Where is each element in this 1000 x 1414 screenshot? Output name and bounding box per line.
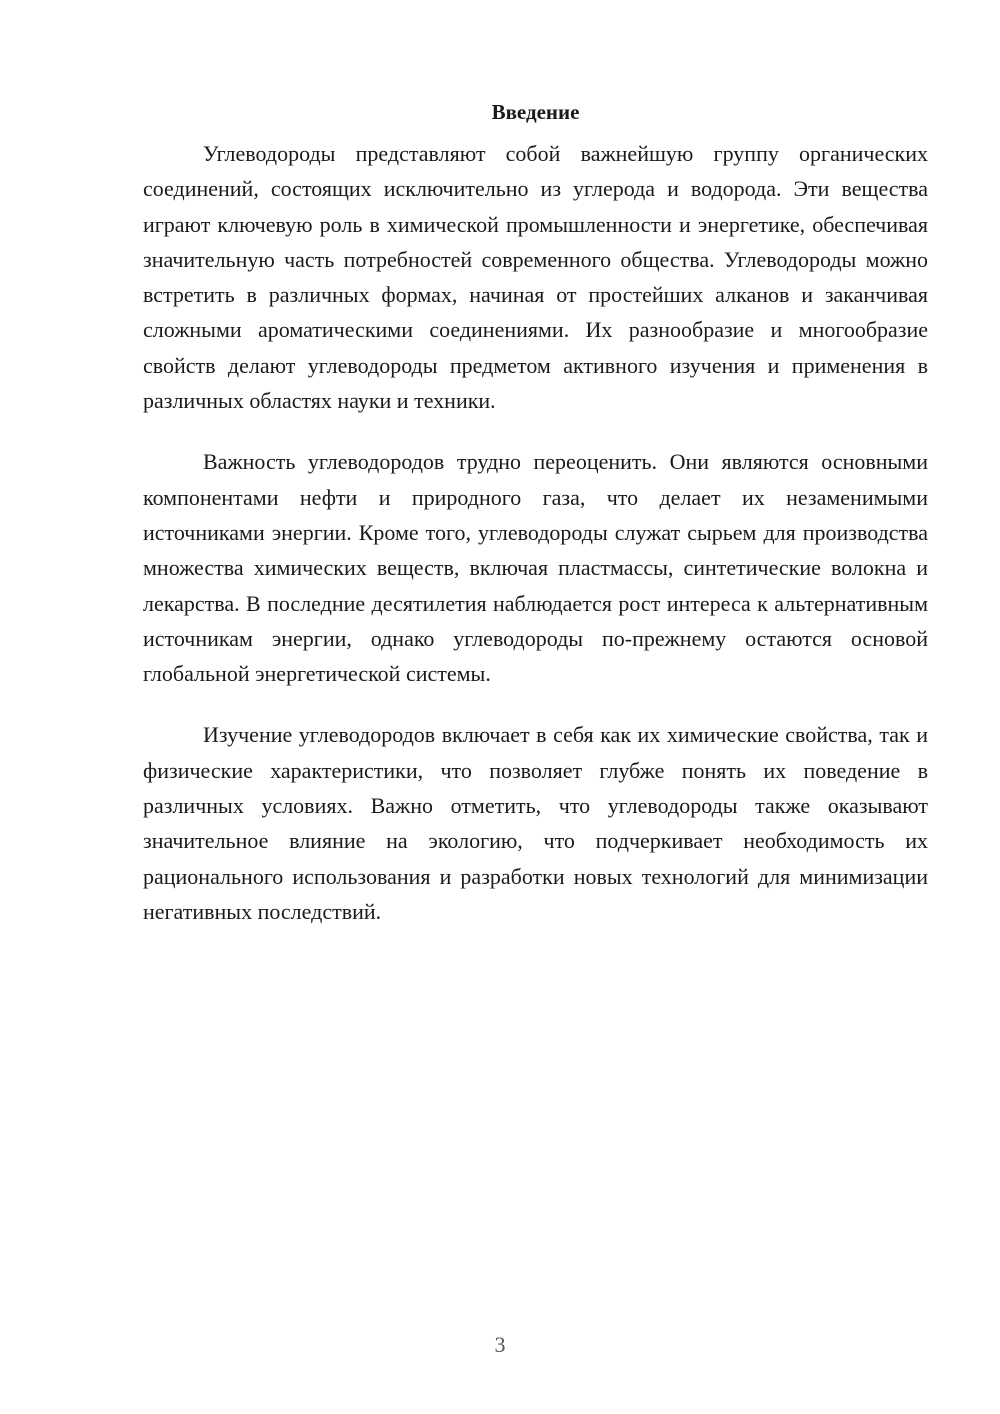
paragraph-importance: Важность углеводородов трудно переоценить. Они являются основными компонентами нефти и природного газа, что делает их незаменимыми источниками энергии. Кроме того, углеводороды служат сырьем для производства множества химических веществ, включая пластмассы, синтетические волокна и лекарства. В последние десятилетия наблюдается рост интереса к альтернативным источникам энергии, однако углеводороды по-прежнему остаются основой глобальной энергетической системы. xyxy=(143,449,928,687)
section-title: Введение xyxy=(491,100,580,124)
paragraph-study: Изучение углеводородов включает в себя как их химические свойства, так и физические характеристики, что позволяет глубже понять их поведение в различных условиях. Важно отметить, что углеводороды также оказывают значительное влияние на экологию, что подчеркивает необходимость их рационального использования и разработки новых технологий для минимизации негативных последствий. xyxy=(143,722,928,924)
page-number: 3 xyxy=(494,1332,506,1357)
page-content xyxy=(143,95,928,955)
paragraph-intro: Углеводороды представляют собой важнейшую группу органических соединений, состоящих исключительно из углерода и водорода. Эти вещества играют ключевую роль в химической промышленности и энергетике, обеспечивая значительную часть потребностей современного общества. Углеводороды можно встретить в различных формах, начиная от простейших алканов и заканчивая сложными ароматическими соединениями. Их разнообразие и многообразие свойств делают углеводороды предметом активного изучения и применения в различных областях науки и техники. xyxy=(143,141,928,414)
